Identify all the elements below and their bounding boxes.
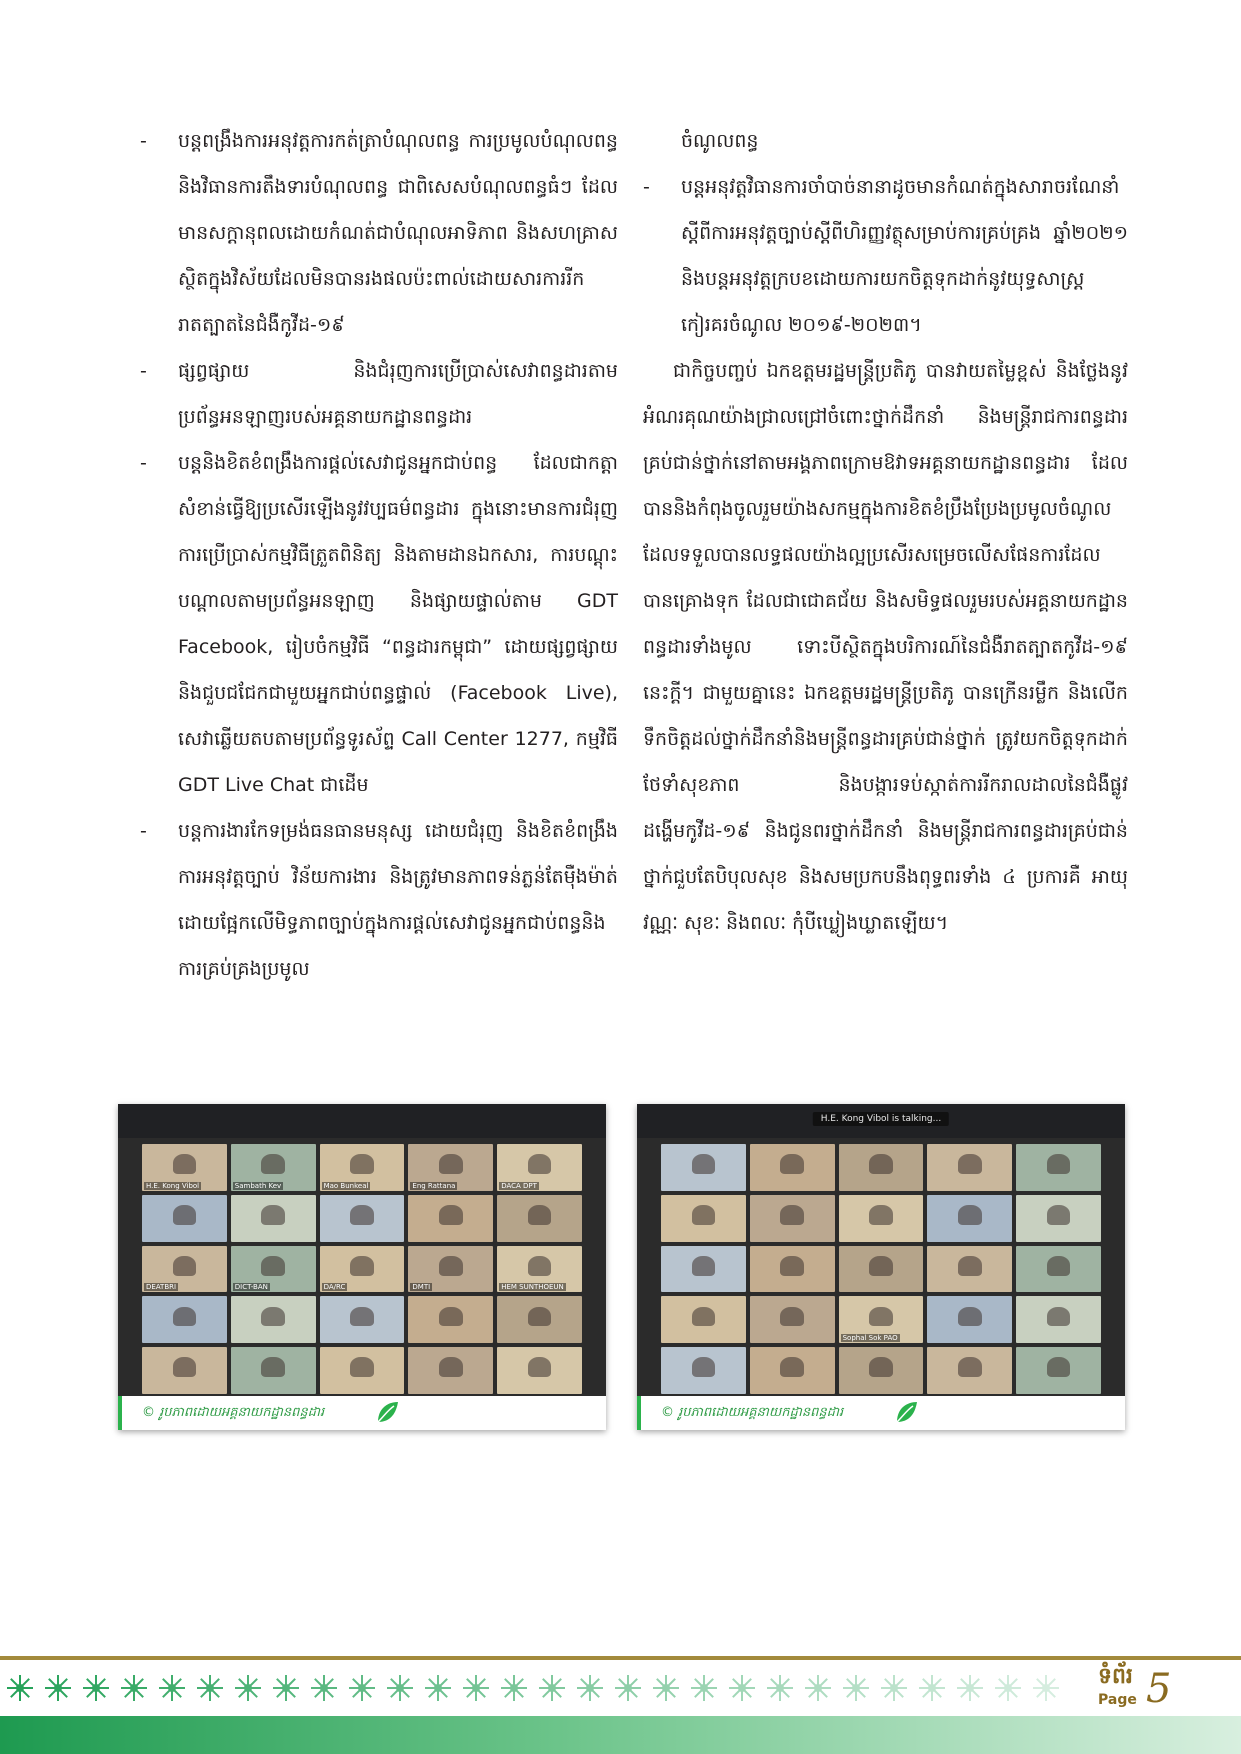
right-bullet-list <box>643 164 1128 348</box>
video-tile <box>661 1144 746 1191</box>
video-tile <box>408 1195 493 1242</box>
bullet-text: ផ្សព្វផ្សាយ និងជំរុញការប្រើប្រាស់សេវាពន្ធដារតាមប្រព័ន្ធអនឡាញរបស់អគ្គនាយកដ្ឋានពន្ធដារ <box>178 360 618 428</box>
participant-name: H.E. Kong Vibol <box>146 1181 200 1190</box>
participant-name: DEATBRI <box>146 1283 177 1292</box>
video-tile <box>320 1195 405 1242</box>
video-tile <box>231 1195 316 1242</box>
video-tile <box>408 1144 493 1191</box>
video-tile <box>927 1246 1012 1293</box>
video-tile <box>839 1195 924 1242</box>
ornament-icon <box>957 1675 983 1701</box>
video-tile <box>408 1347 493 1394</box>
right-column <box>643 118 1128 946</box>
ornament-icon <box>1033 1675 1059 1701</box>
participant-name: Mao Bunkeal <box>323 1181 369 1190</box>
bullet-item <box>140 348 618 440</box>
caption-text: © រូបភាពដោយអគ្គនាយកដ្ឋានពន្ធដារ <box>661 1405 844 1420</box>
participant-name: HEM SUNTHOEUN <box>501 1283 564 1292</box>
bullet-item <box>643 164 1128 348</box>
leaf-logo-icon <box>372 1398 402 1428</box>
video-tile <box>661 1195 746 1242</box>
video-tile <box>927 1144 1012 1191</box>
footer-gold-line <box>0 1656 1241 1660</box>
video-call-topbar <box>118 1104 606 1138</box>
video-tile <box>1016 1195 1101 1242</box>
video-tile <box>497 1144 582 1191</box>
video-tile <box>231 1296 316 1343</box>
video-tile <box>497 1246 582 1293</box>
meeting-photo-right <box>637 1104 1125 1430</box>
video-tile <box>750 1195 835 1242</box>
video-tile <box>231 1144 316 1191</box>
ornament-icon <box>159 1675 185 1701</box>
ornament-icon <box>919 1675 945 1701</box>
left-bullet-list <box>140 118 618 992</box>
bullet-dash: - <box>643 176 650 198</box>
video-tile <box>839 1144 924 1191</box>
ornament-icon <box>83 1675 109 1701</box>
bullet-text: បន្តពង្រឹងការអនុវត្តការកត់ត្រាបំណុលពន្ធ ការប្រមូលបំណុលពន្ធ និងវិធានការតឹងទារបំណុលពន្ធ ជាពិសេសបំណុលពន្ធធំៗ ដែលមានសក្តានុពលដោយកំណត់ជាបំណុលអាទិភាព និងសហគ្រាសស្ថិតក្នុងវិស័យដែលមិនបានរងផលប៉ះពាល់ដោយសារការរីករាតត្បាតនៃជំងឺកូវីដ-១៩ <box>178 130 618 336</box>
video-tile <box>750 1246 835 1293</box>
video-tile <box>320 1144 405 1191</box>
bullet-continuation: ចំណូលពន្ធ <box>681 130 759 152</box>
bullet-text: បន្តអនុវត្តវិធានការចាំបាច់នានាដូចមានកំណត់ក្នុងសារាចរណែនាំស្តីពីការអនុវត្តច្បាប់ស្តីពីហិរញ្ញវត្ថុសម្រាប់ការគ្រប់គ្រង ឆ្នាំ២០២១ និងបន្តអនុវត្តក្របខដោយការយកចិត្តទុកដាក់នូវយុទ្ធសាស្ត្រកៀរគរចំណូល ២០១៩-២០២៣។ <box>681 176 1128 336</box>
video-call-topbar <box>637 1104 1125 1138</box>
ornament-icon <box>653 1675 679 1701</box>
participant-name: DMTI <box>412 1283 431 1292</box>
participant-name: Sophal Sok PAO <box>842 1334 898 1343</box>
ornament-icon <box>539 1675 565 1701</box>
video-tile <box>231 1246 316 1293</box>
leaf-logo-icon <box>891 1398 921 1428</box>
bullet-dash: - <box>140 130 147 152</box>
ornament-icon <box>45 1675 71 1701</box>
video-tile <box>927 1195 1012 1242</box>
page-label-english: Page <box>1098 1692 1137 1708</box>
ornament-icon <box>197 1675 223 1701</box>
left-column <box>140 118 618 992</box>
video-tile <box>320 1296 405 1343</box>
ornament-icon <box>805 1675 831 1701</box>
bullet-dash: - <box>140 820 147 842</box>
meeting-photo-left <box>118 1104 606 1430</box>
video-tile <box>142 1144 227 1191</box>
video-tile <box>661 1347 746 1394</box>
bullet-item <box>140 118 618 348</box>
participant-name: DACA DPT <box>501 1181 537 1190</box>
video-tile <box>1016 1296 1101 1343</box>
participant-name: Sambath Kev <box>234 1181 282 1190</box>
video-tile <box>142 1246 227 1293</box>
video-tile <box>1016 1347 1101 1394</box>
video-tile <box>497 1347 582 1394</box>
video-tile <box>750 1296 835 1343</box>
participant-name: DICT-BAN <box>234 1283 268 1292</box>
ornament-icon <box>463 1675 489 1701</box>
page-number: 5 <box>1146 1666 1172 1712</box>
video-tile <box>927 1296 1012 1343</box>
video-tile <box>497 1195 582 1242</box>
ornament-icon <box>767 1675 793 1701</box>
ornament-icon <box>387 1675 413 1701</box>
bullet-item <box>140 808 618 992</box>
video-tile <box>750 1144 835 1191</box>
bullet-item <box>140 440 618 808</box>
footer-ornament-pattern <box>0 1668 1080 1708</box>
video-tile <box>408 1246 493 1293</box>
bullet-text: បន្តនិងខិតខំពង្រឹងការផ្តល់សេវាជូនអ្នកជាប់ពន្ធ ដែលជាកត្តាសំខាន់ធ្វើឱ្យប្រសើរឡើងនូវវប្បធម៌ពន្ធដារ ក្នុងនោះមានការជំរុញការប្រើប្រាស់កម្មវិធីត្រួតពិនិត្យ និងតាមដានឯកសារ, ការបណ្តុះបណ្តាលតាមប្រព័ន្ធអនឡាញ និងផ្សាយផ្ទាល់តាម GDT Facebook, រៀបចំកម្មវិធី “ពន្ធដារកម្ពុជា” ដោយផ្សព្វផ្សាយនិងជួបជជែកជាមួយអ្នកជាប់ពន្ធផ្ទាល់ (Facebook Live), សេវាឆ្លើយតបតាមប្រព័ន្ធទូរស័ព្ទ Call Center 1277, កម្មវិធី GDT Live Chat ជាដើម <box>178 452 618 796</box>
ornament-icon <box>995 1675 1021 1701</box>
video-tile <box>1016 1144 1101 1191</box>
photo-caption <box>118 1396 606 1430</box>
video-tile <box>927 1347 1012 1394</box>
ornament-icon <box>501 1675 527 1701</box>
video-grid <box>661 1144 1101 1394</box>
ornament-icon <box>729 1675 755 1701</box>
closing-paragraph: ជាកិច្ចបញ្ចប់ ឯកឧត្តមរដ្ឋមន្ត្រីប្រតិភូ បានវាយតម្លៃខ្ពស់ និងថ្លែងនូវអំណរគុណយ៉ាងជ្រាលជ្រៅចំពោះថ្នាក់ដឹកនាំ និងមន្ត្រីរាជការពន្ធដារគ្រប់ជាន់ថ្នាក់នៅតាមអង្គភាពក្រោមឱវាទអគ្គនាយកដ្ឋានពន្ធដារ ដែលបាននិងកំពុងចូលរួមយ៉ាងសកម្មក្នុងការខិតខំប្រឹងប្រែងប្រមូលចំណូល ដែលទទួលបានលទ្ធផលយ៉ាងល្អប្រសើរសម្រេចលើសផែនការដែលបានគ្រោងទុក ដែលជាជោគជ័យ និងសមិទ្ធផលរួមរបស់អគ្គនាយកដ្ឋានពន្ធដារទាំងមូល ទោះបីស្ថិតក្នុងបរិការណ៍នៃជំងឺរាតត្បាតកូវីដ-១៩ នេះក្តី។ ជាមួយគ្នានេះ ឯកឧត្តមរដ្ឋមន្ត្រីប្រតិភូ បានក្រើនរម្លឹក និងលើកទឹកចិត្តដល់ថ្នាក់ដឹកនាំនិងមន្ត្រីពន្ធដារគ្រប់ជាន់ថ្នាក់ ត្រូវយកចិត្តទុកដាក់ថែទាំសុខភាព និងបង្ការទប់ស្កាត់ការរីករាលដាលនៃជំងឺផ្លូវដង្ហើមកូវីដ-១៩ និងជូនពរថ្នាក់ដឹកនាំ និងមន្ត្រីរាជការពន្ធដារគ្រប់ជាន់ថ្នាក់ជួបតែបិបុលសុខ និងសមប្រកបនឹងពុទ្ធពរទាំង ៤ ប្រការគឺ អាយុ វណ្ណៈ សុខៈ និងពលៈ កុំបីឃ្លៀងឃ្លាតឡើយ។ <box>643 360 1128 934</box>
video-tile <box>408 1296 493 1343</box>
video-tile <box>320 1347 405 1394</box>
video-tile <box>839 1246 924 1293</box>
bullet-dash: - <box>140 452 147 474</box>
ornament-icon <box>349 1675 375 1701</box>
video-tile <box>142 1195 227 1242</box>
bullet-text: បន្តការងារកែទម្រង់ធនធានមនុស្ស ដោយជំរុញ និងខិតខំពង្រឹងការអនុវត្តច្បាប់ វិន័យការងារ និងត្រូវមានភាពទន់ភ្លន់តែម៉ឺងម៉ាត់ ដោយផ្អែកលើមិទ្ធភាពច្បាប់ក្នុងការផ្តល់សេវាជូនអ្នកជាប់ពន្ធនិងការគ្រប់គ្រងប្រមូល <box>178 820 618 980</box>
participant-name: Eng Rattana <box>412 1181 456 1190</box>
ornament-icon <box>7 1675 33 1701</box>
ornament-icon <box>273 1675 299 1701</box>
video-tile <box>142 1347 227 1394</box>
caption-text: © រូបភាពដោយអគ្គនាយកដ្ឋានពន្ធដារ <box>142 1405 325 1420</box>
ornament-icon <box>235 1675 261 1701</box>
page-label-khmer: ទំព័រ <box>1098 1664 1133 1689</box>
ornament-icon <box>615 1675 641 1701</box>
video-tile <box>142 1296 227 1343</box>
video-tile <box>661 1246 746 1293</box>
video-tile <box>497 1296 582 1343</box>
ornament-icon <box>425 1675 451 1701</box>
video-tile <box>750 1347 835 1394</box>
video-tile <box>839 1296 924 1343</box>
ornament-icon <box>881 1675 907 1701</box>
ornament-icon <box>577 1675 603 1701</box>
footer-green-bar <box>0 1716 1241 1754</box>
video-tile <box>231 1347 316 1394</box>
video-tile <box>661 1296 746 1343</box>
video-tile <box>839 1347 924 1394</box>
video-tile <box>320 1246 405 1293</box>
ornament-icon <box>121 1675 147 1701</box>
speaker-banner: H.E. Kong Vibol is talking... <box>813 1112 949 1126</box>
participant-name: DA/RC <box>323 1283 346 1292</box>
ornament-icon <box>843 1675 869 1701</box>
ornament-icon <box>691 1675 717 1701</box>
ornament-icon <box>311 1675 337 1701</box>
bullet-dash: - <box>140 360 147 382</box>
video-tile <box>1016 1246 1101 1293</box>
video-grid <box>142 1144 582 1394</box>
photo-caption <box>637 1396 1125 1430</box>
